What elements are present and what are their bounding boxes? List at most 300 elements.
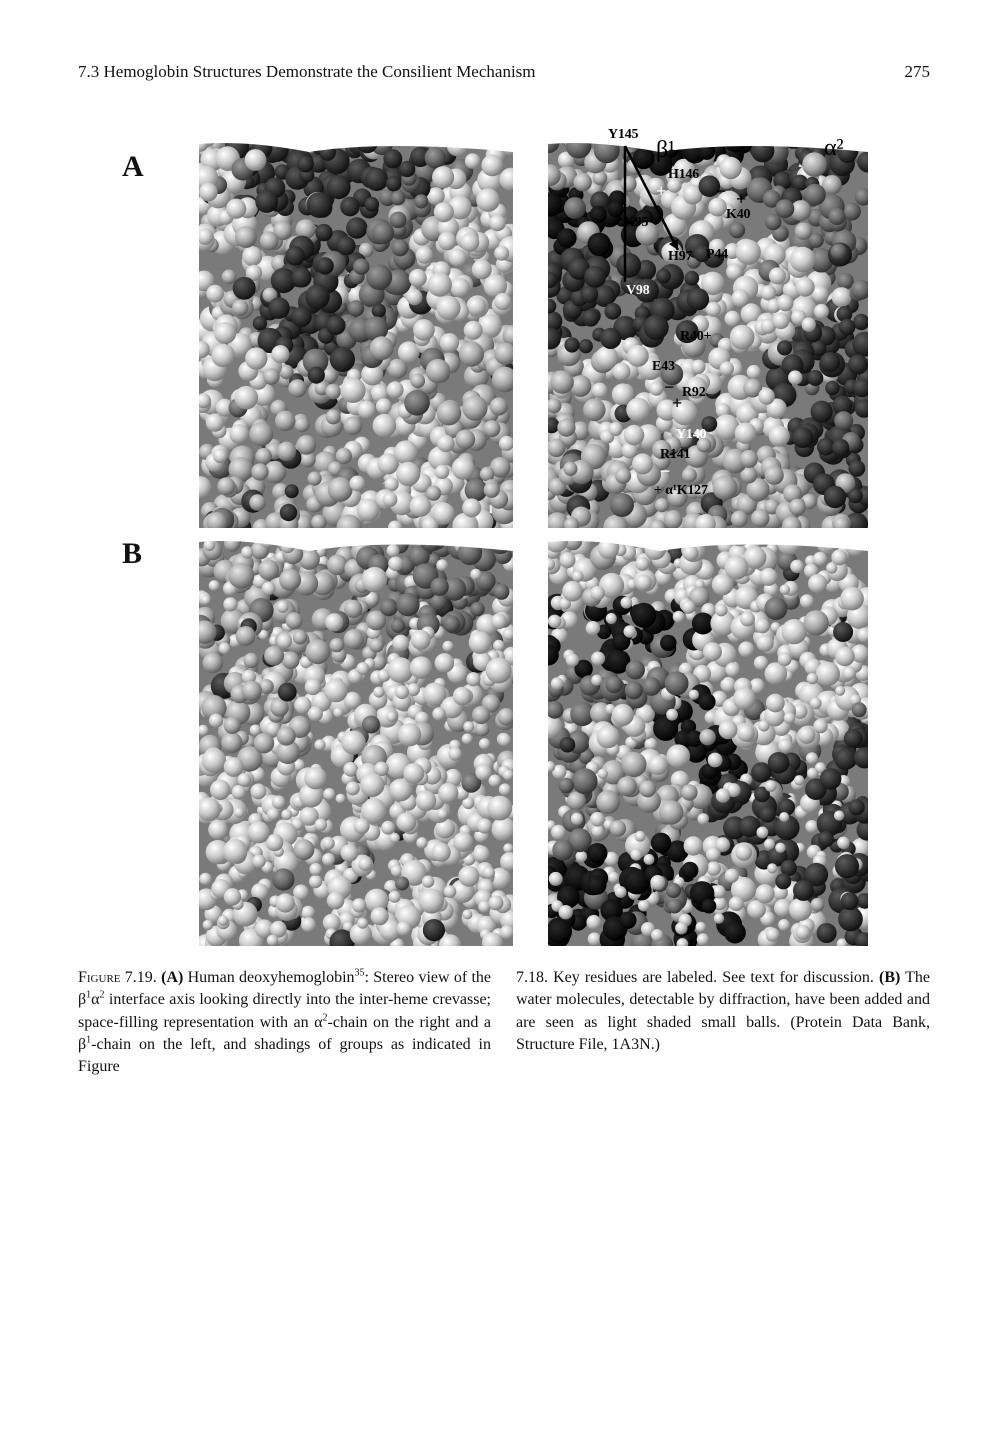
atom-sphere [237,773,251,787]
atom-sphere [425,147,446,168]
atom-sphere [449,248,467,266]
atom-sphere [218,916,228,926]
atom-sphere [314,739,325,750]
atom-sphere [396,593,419,616]
caption-part-a: (A) [161,969,184,986]
label-y140: Y140 [676,427,707,442]
atom-sphere [630,849,642,861]
atom-sphere [588,932,601,945]
atom-sphere [673,611,685,623]
atom-sphere [479,738,490,749]
label-p44: P44 [706,247,728,262]
atom-sphere [560,552,576,568]
atom-sphere [636,574,652,590]
atom-sphere [301,917,316,932]
atom-sphere [852,702,867,717]
atom-sphere [343,762,358,777]
atom-sphere [625,681,643,699]
atom-sphere [751,762,771,782]
atom-sphere [391,191,405,205]
atom-sphere [340,378,365,403]
atom-sphere [590,812,605,827]
atom-sphere [473,846,490,863]
atom-sphere [272,795,286,809]
atom-sphere [209,580,220,591]
atom-sphere [201,595,211,605]
atom-sphere [766,694,785,713]
label-minus-r92: − [664,377,675,397]
atom-sphere [326,409,341,424]
atom-sphere [758,720,769,731]
atom-sphere [356,662,369,675]
atom-sphere [660,635,676,651]
atom-sphere [217,477,235,495]
atom-sphere [490,397,508,415]
atom-sphere [232,785,246,799]
atom-sphere [437,401,462,426]
label-h97: H97 [668,249,693,264]
running-header [78,60,930,84]
atom-sphere [228,563,254,589]
atom-sphere [740,612,755,627]
atom-sphere [448,747,462,761]
atom-sphere [472,706,490,724]
atom-sphere [233,277,256,300]
atom-sphere [305,285,330,310]
atom-sphere [203,920,213,930]
atom-sphere [715,837,730,852]
atom-sphere [465,153,481,169]
atom-sphere [592,825,604,837]
atom-sphere [644,854,655,865]
atom-sphere [423,919,445,941]
atom-sphere [437,808,448,819]
atom-sphere [397,921,412,936]
atom-sphere [243,653,259,669]
atom-sphere [552,840,573,861]
atom-sphere [406,289,422,305]
atom-sphere [767,863,777,873]
atom-sphere [251,463,268,480]
atom-sphere [326,316,345,335]
label-plus-k40: + [736,189,747,209]
atom-sphere [462,396,487,421]
atom-sphere [362,567,387,592]
atom-sphere [342,731,366,755]
atom-sphere [437,435,454,452]
caption-text: α [91,991,100,1009]
atom-sphere [210,780,230,800]
atom-sphere [781,619,806,644]
atom-sphere [806,752,818,764]
atom-sphere [199,873,212,886]
atom-sphere [242,246,262,266]
atom-sphere [800,594,814,608]
atom-sphere [835,686,845,696]
caption-text: -chain on the left, and shadings of groups as indicated in Figure [78,1035,491,1076]
atom-sphere [835,647,855,667]
atom-sphere [288,379,306,397]
atom-sphere [486,658,512,684]
atom-sphere [562,581,583,602]
atom-sphere [755,884,774,903]
atom-sphere [372,222,394,244]
atom-sphere [551,825,566,840]
atom-sphere [280,504,297,521]
atom-sphere [348,300,364,316]
atom-sphere [202,749,226,773]
atom-sphere [260,231,279,250]
atom-sphere [414,194,428,208]
atom-sphere [596,790,620,814]
atom-sphere [262,581,276,595]
label-k95: K95 [624,215,649,230]
atom-sphere [826,562,837,573]
atom-sphere [249,422,273,446]
atom-sphere [327,555,348,576]
atom-sphere [813,719,827,733]
atom-sphere [297,435,317,455]
atom-sphere [816,662,840,686]
atom-sphere [223,839,248,864]
label-plus-h146: + [656,181,667,201]
atom-sphere [684,836,703,855]
atom-sphere [598,769,608,779]
atom-sphere [631,603,656,628]
atom-sphere [373,687,384,698]
atom-sphere [794,775,804,785]
atom-sphere [838,907,863,932]
atom-sphere [659,800,683,824]
atom-sphere [372,304,386,318]
atom-sphere [277,727,296,746]
atom-sphere [844,729,863,748]
atom-sphere [309,875,322,888]
atom-sphere [328,477,353,502]
atom-sphere [376,398,392,414]
atom-sphere [366,264,392,290]
superscript: 1 [86,989,92,1001]
label-minus-r141: − [660,461,671,481]
atom-sphere [353,259,369,275]
atom-sphere [336,448,352,464]
atom-sphere [297,156,314,173]
atom-sphere [308,706,323,721]
atom-sphere [294,417,309,432]
atom-sphere [282,652,300,670]
atom-sphere [719,720,738,739]
atom-sphere [324,679,347,702]
figure-label: Figure 7.19. [78,969,157,986]
atom-sphere [729,896,744,911]
atom-sphere [325,613,343,631]
atom-sphere [407,683,420,696]
atom-sphere [403,763,424,784]
atom-sphere [285,246,305,266]
atom-sphere [203,653,224,674]
atom-sphere [293,839,314,860]
atom-sphere [383,492,398,507]
atom-sphere [258,560,279,581]
atom-sphere [648,755,668,775]
atom-sphere [224,888,241,905]
atom-sphere [277,634,292,649]
atom-sphere [344,629,364,649]
atom-sphere [253,316,267,330]
atom-sphere [833,622,853,642]
atom-sphere [292,268,312,288]
atom-sphere [357,918,368,929]
atom-sphere [387,544,400,557]
atom-sphere [452,457,475,480]
atom-sphere [219,643,231,655]
atom-sphere [409,269,427,287]
atom-sphere [789,898,812,921]
atom-sphere [373,414,397,438]
atom-sphere [805,820,818,833]
atom-sphere [444,885,457,898]
atom-sphere [610,820,627,837]
atom-sphere [462,909,472,919]
atom-sphere [250,783,266,799]
atom-sphere [463,721,474,732]
atom-sphere [706,861,721,876]
atom-sphere [472,259,492,279]
atom-sphere [277,601,289,613]
atom-sphere [757,827,769,839]
atom-sphere [760,568,778,586]
atom-sphere [784,712,796,724]
caption-text: The water molecules, detectable by diffraction, have been added and are seen as light shaded small balls. (Protein Data Bank, Structure File, 1A3N.) [516,969,931,1053]
atom-sphere [591,652,605,666]
superscript: 2 [322,1012,328,1024]
atom-sphere [626,660,645,679]
label-r141: R141 [660,447,691,462]
atom-sphere [254,733,275,754]
panel-b-left-image [199,530,513,946]
atom-sphere [346,217,367,238]
atom-sphere [488,895,503,910]
atom-sphere [716,788,730,802]
atom-sphere [489,775,502,788]
atom-sphere [651,929,663,941]
atom-sphere [689,690,699,700]
atom-sphere [411,374,426,389]
atom-sphere [764,839,775,850]
atom-sphere [572,571,583,582]
atom-sphere [576,851,588,863]
atom-sphere [419,888,444,913]
atom-sphere [840,587,864,611]
label-v98: V98 [626,283,650,298]
figure-caption-left [78,967,491,1078]
atom-sphere [798,726,816,744]
atom-sphere [208,820,228,840]
atom-sphere [775,843,785,853]
atom-sphere [432,707,445,720]
atom-sphere [411,630,431,650]
atom-sphere [245,149,267,171]
atom-sphere [810,898,824,912]
atom-sphere [817,923,837,943]
atom-sphere [245,347,267,369]
atom-sphere [708,753,723,768]
atom-sphere [341,844,359,862]
atom-sphere [666,709,678,721]
panel-b-right-image [548,530,868,946]
atom-sphere [725,662,740,677]
atom-sphere [304,767,327,790]
atom-sphere [714,913,724,923]
atom-sphere [477,818,492,833]
atom-sphere [837,837,850,850]
atom-sphere [460,233,479,252]
atom-sphere [483,867,495,879]
atom-sphere [330,347,355,372]
atom-sphere [416,246,433,263]
atom-sphere [612,704,634,726]
atom-sphere [778,739,793,754]
atom-sphere [229,424,249,444]
atom-sphere [413,319,435,341]
label-y145: Y145 [608,127,639,142]
atom-sphere [333,707,343,717]
atom-sphere [224,717,241,734]
section-title: 7.3 Hemoglobin Structures Demonstrate the Consilient Mechanism [78,62,536,81]
atom-sphere [268,297,290,319]
atom-sphere [392,635,409,652]
atom-sphere [222,270,237,285]
atom-sphere [275,411,296,432]
atom-sphere [481,155,503,177]
atom-sphere [433,503,455,525]
atom-sphere [276,893,295,912]
atom-sphere [422,875,434,887]
atom-sphere [357,499,380,522]
atom-sphere [624,625,636,637]
atom-sphere [639,780,656,797]
atom-sphere [349,476,365,492]
atom-sphere [383,149,402,168]
atom-sphere [606,613,617,624]
atom-sphere [675,922,687,934]
label-k40: K40 [726,207,751,222]
atom-sphere [464,321,483,340]
atom-sphere [394,440,418,464]
atom-sphere [371,907,389,925]
atom-sphere [503,843,513,853]
atom-sphere [681,784,697,800]
atom-sphere [410,495,432,517]
atom-sphere [362,716,380,734]
atom-sphere [499,783,511,795]
atom-sphere [234,807,244,817]
atom-sphere [308,472,322,486]
atom-sphere [651,833,671,853]
atom-sphere [696,922,707,933]
atom-sphere [566,654,579,667]
atom-sphere [443,616,460,633]
atom-sphere [336,794,346,804]
atom-sphere [807,768,818,779]
atom-sphere [667,744,691,768]
atom-sphere [790,560,804,574]
atom-sphere [587,843,607,863]
atom-sphere [551,677,564,690]
atom-sphere [558,778,574,794]
atom-sphere [263,368,280,385]
atom-sphere [358,857,372,871]
atom-sphere [638,900,650,912]
atom-sphere [470,602,484,616]
atom-sphere [381,821,395,835]
atom-sphere [834,810,844,820]
atom-sphere [398,723,421,746]
atom-sphere [697,813,709,825]
atom-sphere [780,584,790,594]
atom-sphere [702,899,717,914]
atom-sphere [682,600,696,614]
atom-sphere [458,866,479,887]
atom-sphere [390,212,407,229]
atom-sphere [386,711,397,722]
atom-sphere [391,865,403,877]
atom-sphere [737,724,755,742]
atom-sphere [426,359,450,383]
atom-sphere [438,783,458,803]
atom-sphere [436,296,460,320]
atom-sphere [621,597,633,609]
atom-sphere [462,733,473,744]
atom-sphere [849,799,865,815]
atom-sphere [365,197,380,212]
atom-sphere [236,626,256,646]
atom-sphere [308,367,325,384]
atom-sphere [697,933,709,945]
atom-sphere [426,486,441,501]
atom-sphere [699,729,715,745]
atom-sphere [435,653,455,673]
atom-sphere [325,384,341,400]
atom-sphere [644,738,657,751]
caption-text: interface axis looking directly into the inter-heme crevasse; space-filling representation with an α [78,991,491,1031]
atom-sphere [725,869,739,883]
atom-sphere [267,808,280,821]
atom-sphere [754,656,768,670]
atom-sphere [209,714,223,728]
atom-sphere [724,922,746,944]
atom-sphere [206,285,224,303]
page-number: 275 [904,62,930,81]
atom-sphere [404,390,430,416]
atom-sphere [596,725,619,748]
atom-sphere [443,641,454,652]
superscript: 1 [86,1034,92,1046]
label-beta1: β¹ [656,137,676,163]
reference-number: 35 [354,967,365,979]
atom-sphere [665,671,689,695]
caption-text: 7.18. Key residues are labeled. See text for discussion. [516,969,874,986]
panel-b-letter: B [122,537,143,570]
atom-sphere [621,752,646,777]
atom-sphere [255,190,278,213]
atom-sphere [389,891,401,903]
atom-sphere [835,748,857,770]
atom-sphere [278,683,297,702]
atom-sphere [650,875,665,890]
caption-text: : Stereo view of the β [78,969,492,1009]
atom-sphere [224,757,244,777]
